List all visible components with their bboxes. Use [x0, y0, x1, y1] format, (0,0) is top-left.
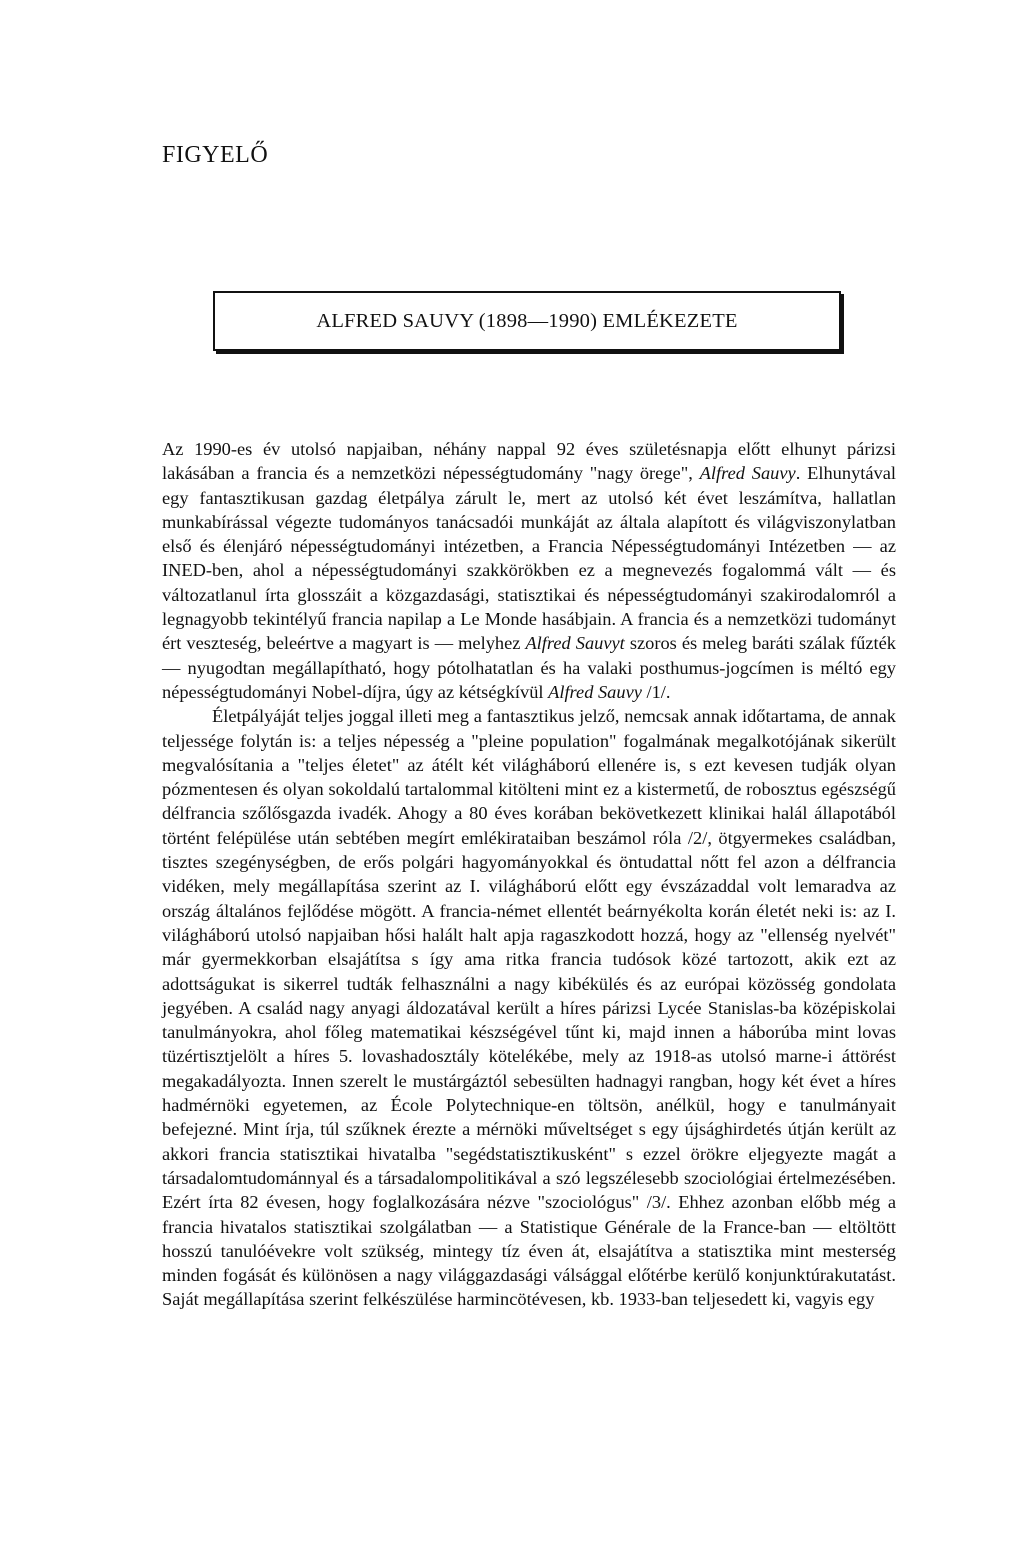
- paragraph-text: /1/.: [641, 681, 671, 702]
- article-paragraph: [162, 704, 896, 1311]
- paragraph-text: szoros és meleg baráti szálak fűzték — nyugodtan megállapítható, hogy pótolhatatlan és ha valaki posthumus-jogcímen is méltó egy népességtudományi Nobel-díjra, úgy az kétségkívül: [162, 633, 896, 702]
- italic-name-text: Alfred Sauvy: [548, 681, 642, 702]
- article-title: ALFRED SAUVY (1898—1990) EMLÉKEZETE: [316, 309, 738, 332]
- article-title-box: [213, 291, 841, 351]
- section-header: FIGYELŐ: [162, 142, 269, 168]
- paragraph-text: Életpályáját teljes joggal illeti meg a fantasztikus jelző, nemcsak annak időtartama, de annak teljessége folytán is: a teljes népesség a "pleine population" fogalmának megalkotójának sikerült megvalósítania a "teljes életet" az átélt két világháború ellenére is, s ezt kevesen tudják olyan pózmentesen és olyan sokoldalú tartalommal kitölteni mint ez a kistermetű, de robosztus egészségű délfrancia szőlősgazda ivadék. Ahogy a 80 éves korában bekövetkezett klinikai halál állapotából történt felépülése után sebtében megírt emlékirataiban beszámol róla /2/, ötgyermekes családban, tisztes szegénységben, de erős polgári hagyományokkal és öntudattal nőtt fel azon a délfrancia vidéken, mely megállapítása szerint az I. világháború előtt egy évszázaddal volt lemaradva az ország általános fejlődése mögött. A francia-német ellentét beárnyékolta korán életét neki is: az I. világháború utolsó napjaiban hősi halált halt apja ragaszkodott hozzá, hogy az "ellenség nyelvét" már gyermekkorban elsajátítsa s így ama ritka francia tudósok közé tartozott, akik ezt az adottságukat is sikerrel tudták felhasználni a nagy kibékülés és az európai közösség gondolata jegyében. A család nagy anyagi áldozatával került a híres párizsi Lycée Stanislas-ba középiskolai tanulmányokra, ahol főleg matematikai készségével tűnt ki, majd innen a háborúba mint lovas tüzértisztjelölt a híres 5. lovashadosztály kötelékébe, mely az 1918-as utolsó marne-i áttörést megakadályozta. Innen szerelt le mustárgáztól sebesülten hadnagyi rangban, hogy két évet a híres hadmérnöki egyetemen, az École Polytechnique-en töltsön, anélkül, hogy e tanulmányait befejezné. Mint írja, túl szűknek érezte a mérnöki műveltséget s egy újsághirdetés útján került az akkori francia statisztikai hivatalba "segédstatisztikusként" s ezzel örökre eljegyezte magát a társadalomtudománnyal és a társadalompolitikával a szó legszélesebb szociológiai értelmezésében. Ezért írta 82 évesen, hogy foglalkozására nézve "szociológus" /3/. Ehhez azonban előbb még a francia hivatalos statisztikai szolgálatban — a Statistique Générale de la France-ban — eltöltött hosszú tanulóévekre volt szükség, mintegy tíz éven át, elsajátítva a statisztika mint mesterség minden fogását és különösen a nagy világgazdasági válsággal előtérbe kerülő konjunktúrakutatást. Saját megállapítása szerint felkészülése harmincötévesen, kb. 1933-ban teljesedett ki, vagyis egy: [162, 706, 896, 1310]
- paragraph-text: . Elhunytával egy fantasztikusan gazdag életpálya zárult le, mert az utolsó két évet leszámítva, hallatlan munkabírással végezte tudományos tanácsadói munkáját az általa alapított és világviszonylatban első és élenjáró népességtudományi intézetben, a Francia Népességtudományi Intézetben — az INED-ben, ahol a népességtudományi szakkörökben ez a megnevezés fogalommá vált — és változatlanul írta glosszáit a közgazdasági, statisztikai és népességtudományi szakirodalomról a legnagyobb tekintélyű francia napilap a Le Monde hasábjain. A francia és a nemzetközi tudományt ért veszteség, beleértve a magyart is — melyhez: [162, 463, 897, 654]
- italic-name-text: Alfred Sauvy: [699, 463, 796, 484]
- italic-name-text: Alfred Sauvyt: [525, 633, 625, 654]
- article-paragraph: [162, 437, 896, 704]
- article-body: [162, 437, 896, 1312]
- paragraph-text: Az 1990-es év utolsó napjaiban, néhány nappal 92 éves születésnapja előtt elhunyt párizsi lakásában a francia és a nemzetközi népességtudomány "nagy örege",: [162, 439, 896, 484]
